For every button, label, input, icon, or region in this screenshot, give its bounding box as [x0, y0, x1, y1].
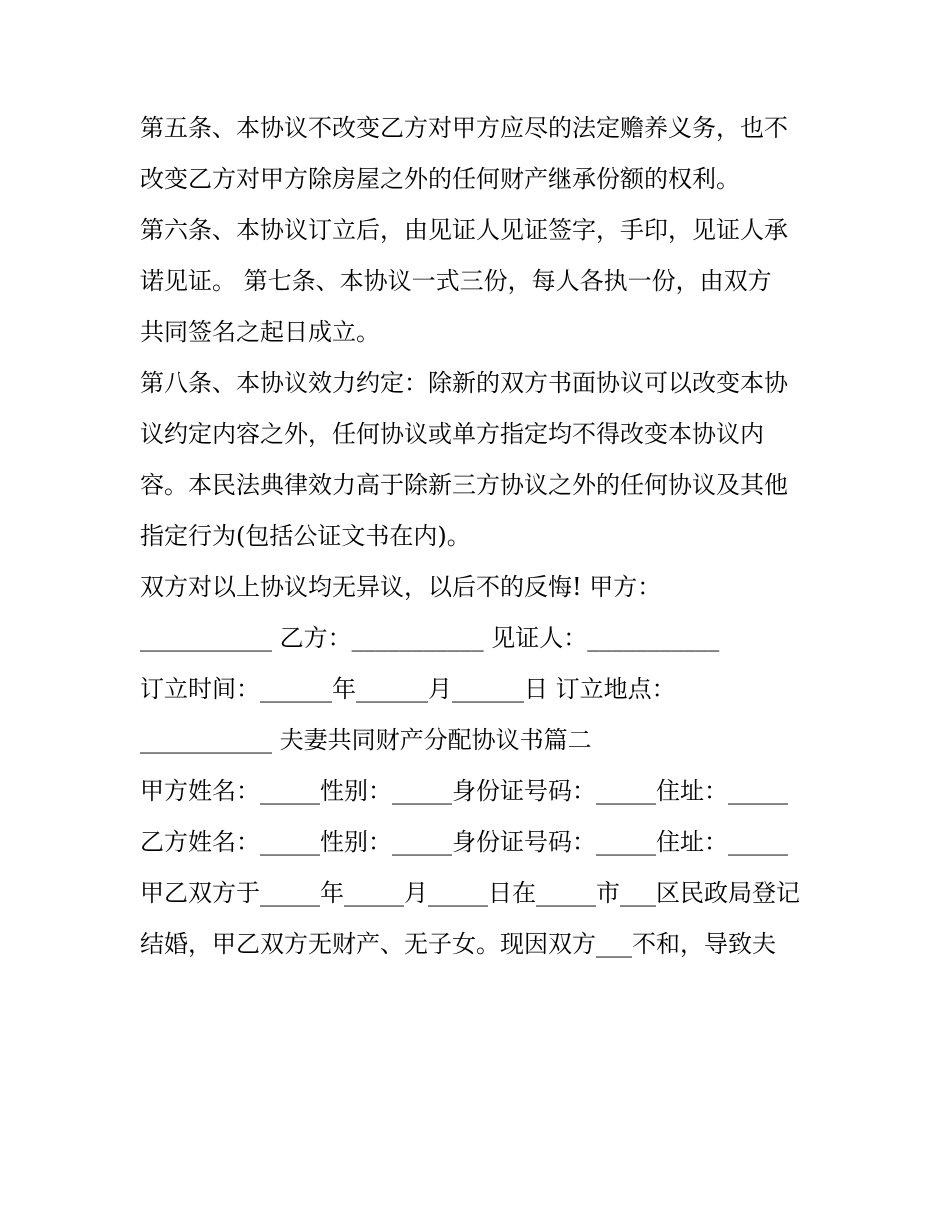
text-line: 议约定内容之外，任何协议或单方指定均不得改变本协议内 — [140, 420, 764, 448]
text-line: 第六条、本协议订立后，由见证人见证签字，手印，见证人承 — [140, 216, 788, 244]
signature-line: ___________ 乙方：___________ 见证人：___________ — [140, 624, 720, 652]
party-b-info-line: 乙方姓名：_____性别：_____身份证号码：_____住址：_____ — [140, 828, 788, 856]
text-line: 指定行为(包括公证文书在内)。 — [140, 522, 471, 550]
text-line: 容。本民法典律效力高于除新三方协议之外的任何协议及其他 — [140, 471, 788, 499]
text-line: 第八条、本协议效力约定：除新的双方书面协议可以改变本协 — [140, 369, 788, 397]
text-line: 第五条、本协议不改变乙方对甲方应尽的法定赡养义务，也不 — [140, 114, 788, 142]
text-line: 共同签名之起日成立。 — [140, 318, 380, 346]
section-title-line: ___________ 夫妻共同财产分配协议书篇二 — [140, 726, 592, 754]
text-line: 改变乙方对甲方除房屋之外的任何财产继承份额的权利。 — [140, 165, 740, 193]
document-body — [140, 103, 830, 970]
date-location-line: 订立时间：______年______月______日 订立地点： — [140, 675, 676, 703]
text-line: 双方对以上协议均无异议，以后不的反悔! 甲方： — [140, 573, 662, 601]
text-line: 诺见证。 第七条、本协议一式三份，每人各执一份，由双方 — [140, 267, 772, 295]
party-a-info-line: 甲方姓名：_____性别：_____身份证号码：_____住址：_____ — [140, 777, 788, 805]
text-line: 甲乙双方于_____年_____月_____日在_____市___区民政局登记 — [140, 879, 800, 907]
text-line: 结婚，甲乙双方无财产、无子女。现因双方___不和，导致夫 — [140, 930, 776, 958]
